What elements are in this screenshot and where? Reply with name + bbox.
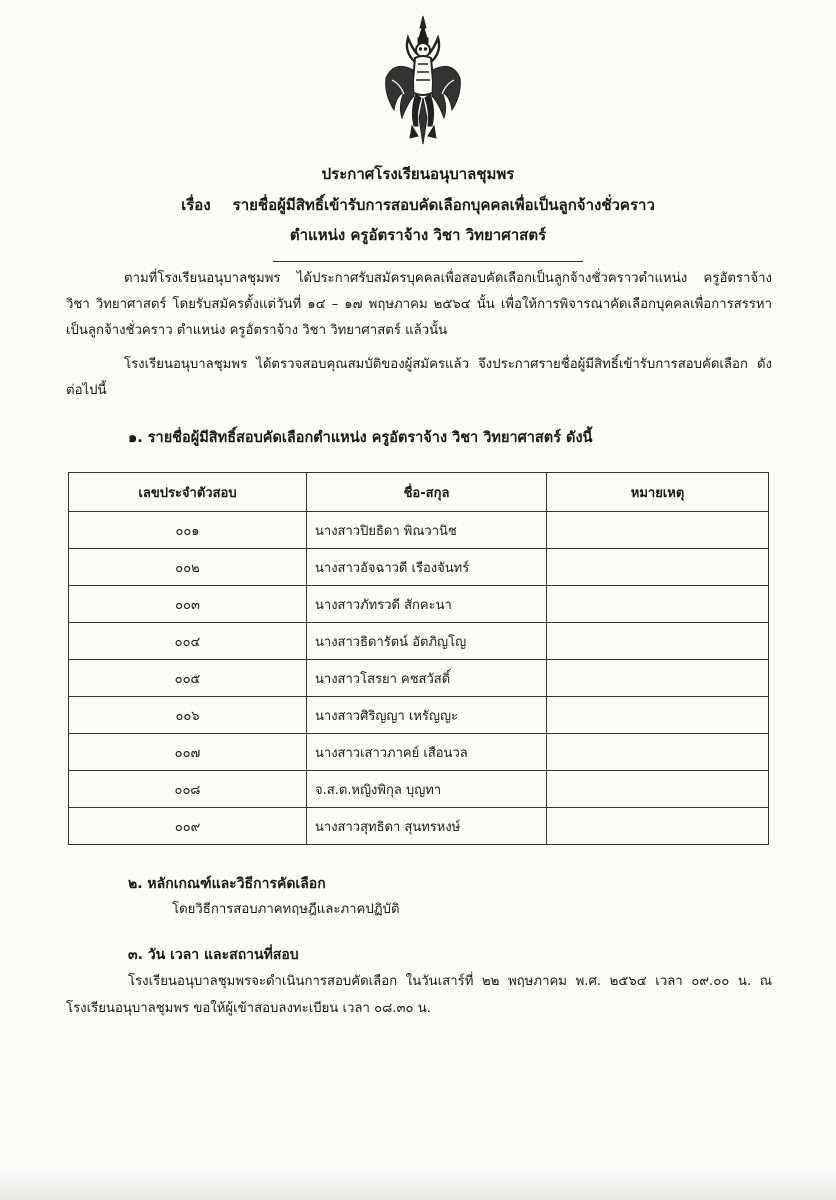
header-divider <box>273 261 583 262</box>
remarks-cell <box>547 549 769 586</box>
full-name-cell: นางสาวสุทธิดา สุนทรหงษ์ <box>307 808 547 845</box>
table-row <box>69 549 769 586</box>
remarks-cell <box>547 808 769 845</box>
candidate-table <box>68 472 769 845</box>
announcement-title: ประกาศโรงเรียนอนุบาลชุมพร <box>321 165 515 183</box>
header-exam-id: เลขประจำตัวสอบ <box>69 473 307 512</box>
remarks-cell <box>547 771 769 808</box>
announcement-position: ตำแหน่ง ครูอัตราจ้าง วิชา วิทยาศาสตร์ <box>289 226 547 244</box>
section2-heading: ๒. หลักเกณฑ์และวิธีการคัดเลือก <box>128 876 326 892</box>
header-full-name: ชื่อ-สกุล <box>307 473 547 512</box>
exam-id-cell: ๐๐๗ <box>69 734 307 771</box>
remarks-cell <box>547 697 769 734</box>
page-bottom-shadow <box>0 1168 836 1200</box>
full-name-cell: นางสาวปิยธิดา พิณวานิช <box>307 512 547 549</box>
exam-id-cell: ๐๐๘ <box>69 771 307 808</box>
section3-body: โรงเรียนอนุบาลชุมพรจะดำเนินการสอบคัดเลือก ในวันเสาร์ที่ ๒๒ พฤษภาคม พ.ศ. ๒๕๖๔ เวลา ๐๙.๐๐ น. ณ โรงเรียนอนุบาลชุมพร ขอให้ผู้เข้าสอบลงทะเบียน เวลา ๐๘.๓๐ น. <box>66 974 772 1016</box>
table-row <box>69 586 769 623</box>
exam-id-cell: ๐๐๔ <box>69 623 307 660</box>
table-row <box>69 734 769 771</box>
table-row <box>69 512 769 549</box>
exam-id-cell: ๐๐๑ <box>69 512 307 549</box>
remarks-cell <box>547 623 769 660</box>
remarks-cell <box>547 660 769 697</box>
subject-label: เรื่อง <box>181 196 211 214</box>
full-name-cell: นางสาวธิดารัตน์ อัตภิญโญ <box>307 623 547 660</box>
table-header-row <box>69 473 769 512</box>
table-row <box>69 623 769 660</box>
table-row <box>69 808 769 845</box>
announcement-subject <box>0 193 836 217</box>
full-name-cell: นางสาวโสรยา คชสวัสดิ์ <box>307 660 547 697</box>
header-remarks: หมายเหตุ <box>547 473 769 512</box>
remarks-cell <box>547 734 769 771</box>
subject-text: รายชื่อผู้มีสิทธิ์เข้ารับการสอบคัดเลือกบุคคลเพื่อเป็นลูกจ้างชั่วคราว <box>232 196 655 214</box>
intro-paragraph: ตามที่โรงเรียนอนุบาลชุมพร ได้ประกาศรับสมัครบุคคลเพื่อสอบคัดเลือกเป็นลูกจ้างชั่วคราวตำแหน่ง ครูอัตราจ้าง วิชา วิทยาศาสตร์ โดยรับสมัครตั้งแต่วันที่ ๑๔ – ๑๗ พฤษภาคม ๒๕๖๔ นั้น เพื่อให้การพิจารณาคัดเลือกบุคคลเพื่อการสรรหาเป็นลูกจ้างชั่วคราว ตำแหน่ง ครูอัตราจ้าง วิชา วิทยาศาสตร์ แล้วนั้น <box>66 271 772 338</box>
remarks-cell <box>547 586 769 623</box>
exam-id-cell: ๐๐๖ <box>69 697 307 734</box>
exam-id-cell: ๐๐๕ <box>69 660 307 697</box>
section1-heading: ๑. รายชื่อผู้มีสิทธิ์สอบคัดเลือกตำแหน่ง ครูอัตราจ้าง วิชา วิทยาศาสตร์ ดังนี้ <box>128 430 593 446</box>
table-row <box>69 697 769 734</box>
garuda-emblem-icon <box>380 14 466 150</box>
full-name-cell: นางสาวเสาวภาคย์ เสือนวล <box>307 734 547 771</box>
section2-body: โดยวิธีการสอบภาคทฤษฎีและภาคปฏิบัติ <box>172 902 400 917</box>
section3-heading: ๓. วัน เวลา และสถานที่สอบ <box>128 947 299 963</box>
exam-id-cell: ๐๐๓ <box>69 586 307 623</box>
full-name-cell: จ.ส.ต.หญิงพิกุล บุญทา <box>307 771 547 808</box>
full-name-cell: นางสาวอัจฉาวดี เรืองจันทร์ <box>307 549 547 586</box>
remarks-cell <box>547 512 769 549</box>
exam-id-cell: ๐๐๙ <box>69 808 307 845</box>
table-row <box>69 771 769 808</box>
table-row <box>69 660 769 697</box>
full-name-cell: นางสาวศิริญญา เหรัญญะ <box>307 697 547 734</box>
exam-id-cell: ๐๐๒ <box>69 549 307 586</box>
full-name-cell: นางสาวภัทรวดี สักคะนา <box>307 586 547 623</box>
notice-paragraph: โรงเรียนอนุบาลชุมพร ได้ตรวจสอบคุณสมบัติของผู้สมัครแล้ว จึงประกาศรายชื่อผู้มีสิทธิ์เข้ารับการสอบคัดเลือก ดังต่อไปนี้ <box>66 357 772 398</box>
